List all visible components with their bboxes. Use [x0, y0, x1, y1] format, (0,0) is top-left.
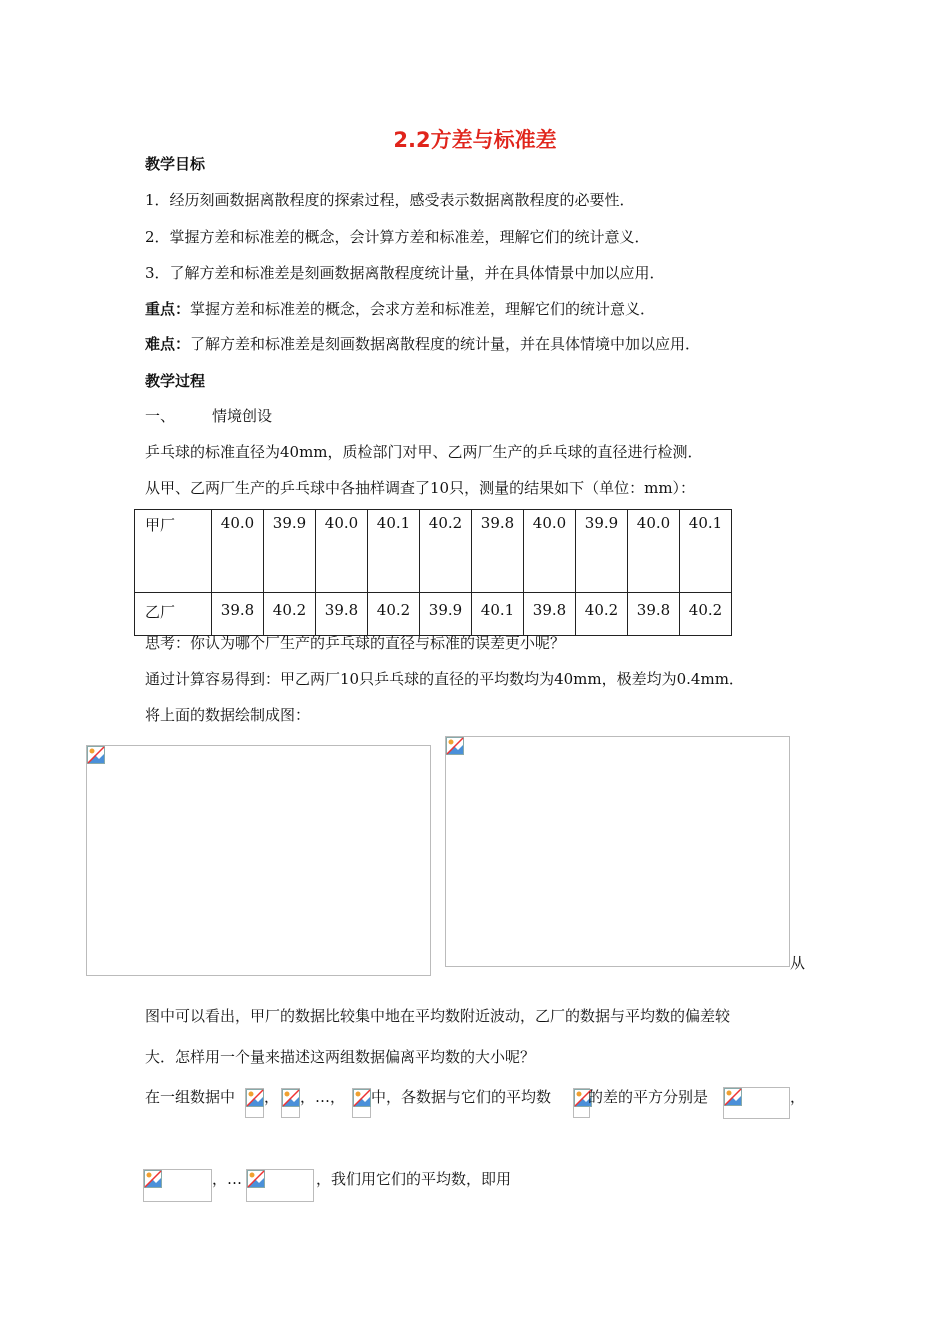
formula-image — [143, 1169, 212, 1202]
formula-image — [281, 1088, 300, 1118]
think-question: 思考：你认为哪个厂生产的乒乓球的直径与标准的误差更小呢？ — [145, 634, 566, 652]
difficulty-label: 难点： — [145, 335, 191, 353]
table-row — [135, 593, 732, 636]
chart-image-yi — [445, 736, 790, 967]
table-cell: 40.2 — [264, 593, 316, 636]
formula-text: ， — [790, 1088, 806, 1106]
formula-text: ，我们用它们的平均数，即用 — [316, 1170, 512, 1188]
table-cell: 40.2 — [680, 593, 732, 636]
table-cell: 40.1 — [368, 510, 420, 593]
formula-text: 的差的平方分别是 — [588, 1088, 709, 1106]
table-cell: 39.8 — [628, 593, 680, 636]
key-point-label: 重点： — [145, 300, 191, 318]
difficulty — [145, 333, 700, 354]
table-row — [135, 510, 732, 593]
broken-image-icon — [353, 1089, 371, 1107]
goal-item-3: 3．了解方差和标准差是刻画数据离散程度统计量，并在具体情景中加以应用． — [145, 264, 665, 282]
paragraph-2: 从甲、乙两厂生产的乒乓球中各抽样调查了10只，测量的结果如下（单位：mm）： — [145, 479, 696, 497]
process-heading: 教学过程 — [145, 372, 206, 390]
table-cell: 40.1 — [680, 510, 732, 593]
text-cong: 从 — [790, 954, 806, 972]
key-point — [145, 298, 655, 319]
broken-image-icon — [144, 1170, 162, 1188]
broken-image-icon — [87, 746, 105, 764]
row-label-jia: 甲厂 — [135, 510, 212, 593]
paragraph-1: 乒乓球的标准直径为40mm，质检部门对甲、乙两厂生产的乒乓球的直径进行检测． — [145, 443, 703, 461]
page-title: 2.2方差与标准差 — [393, 128, 557, 152]
formula-text: ，… — [212, 1170, 243, 1188]
broken-image-icon — [724, 1088, 742, 1106]
observation-line-2: 大．怎样用一个量来描述这两组数据偏离平均数的大小呢？ — [145, 1048, 536, 1066]
measurement-table — [134, 509, 732, 636]
table-cell: 39.8 — [472, 510, 524, 593]
formula-image — [352, 1088, 371, 1118]
broken-image-icon — [446, 737, 464, 755]
row-label-yi: 乙厂 — [135, 593, 212, 636]
observation-line-1: 图中可以看出，甲厂的数据比较集中地在平均数附近波动，乙厂的数据与平均数的偏差较 — [145, 1007, 731, 1025]
formula-text: 中，各数据与它们的平均数 — [371, 1088, 552, 1106]
formula-text: ，…， — [300, 1088, 346, 1106]
draw-intro: 将上面的数据绘制成图： — [145, 706, 311, 724]
key-point-text: 掌握方差和标准差的概念，会求方差和标准差，理解它们的统计意义． — [190, 300, 656, 318]
table-cell: 40.0 — [628, 510, 680, 593]
table-cell: 39.8 — [316, 593, 368, 636]
table-cell: 40.0 — [316, 510, 368, 593]
broken-image-icon — [282, 1089, 300, 1107]
calc-result: 通过计算容易得到：甲乙两厂10只乒乓球的直径的平均数均为40mm，极差均为0.4mm． — [145, 670, 744, 688]
goal-item-1: 1．经历刻画数据离散程度的探索过程，感受表示数据离散程度的必要性． — [145, 191, 635, 209]
table-cell: 40.1 — [472, 593, 524, 636]
chart-image-jia — [86, 745, 431, 976]
formula-image — [246, 1169, 314, 1202]
table-cell: 40.2 — [368, 593, 420, 636]
formula-text: ， — [264, 1088, 280, 1106]
difficulty-text: 了解方差和标准差是刻画数据离散程度的统计量，并在具体情境中加以应用． — [190, 335, 701, 353]
formula-image — [245, 1088, 264, 1118]
table-cell: 39.9 — [576, 510, 628, 593]
formula-text: 在一组数据中 — [145, 1088, 236, 1106]
goals-heading: 教学目标 — [145, 155, 206, 173]
section-1-number: 一、 — [145, 407, 176, 425]
broken-image-icon — [246, 1089, 264, 1107]
goal-item-2: 2．掌握方差和标准差的概念，会计算方差和标准差，理解它们的统计意义． — [145, 228, 650, 246]
broken-image-icon — [247, 1170, 265, 1188]
table-cell: 40.2 — [576, 593, 628, 636]
table-cell: 39.9 — [420, 593, 472, 636]
table-cell: 40.0 — [524, 510, 576, 593]
table-cell: 39.9 — [264, 510, 316, 593]
table-cell: 40.2 — [420, 510, 472, 593]
formula-image — [723, 1087, 790, 1119]
table-cell: 39.8 — [524, 593, 576, 636]
section-1-title: 情境创设 — [212, 407, 273, 425]
table-cell: 39.8 — [212, 593, 264, 636]
table-cell: 40.0 — [212, 510, 264, 593]
